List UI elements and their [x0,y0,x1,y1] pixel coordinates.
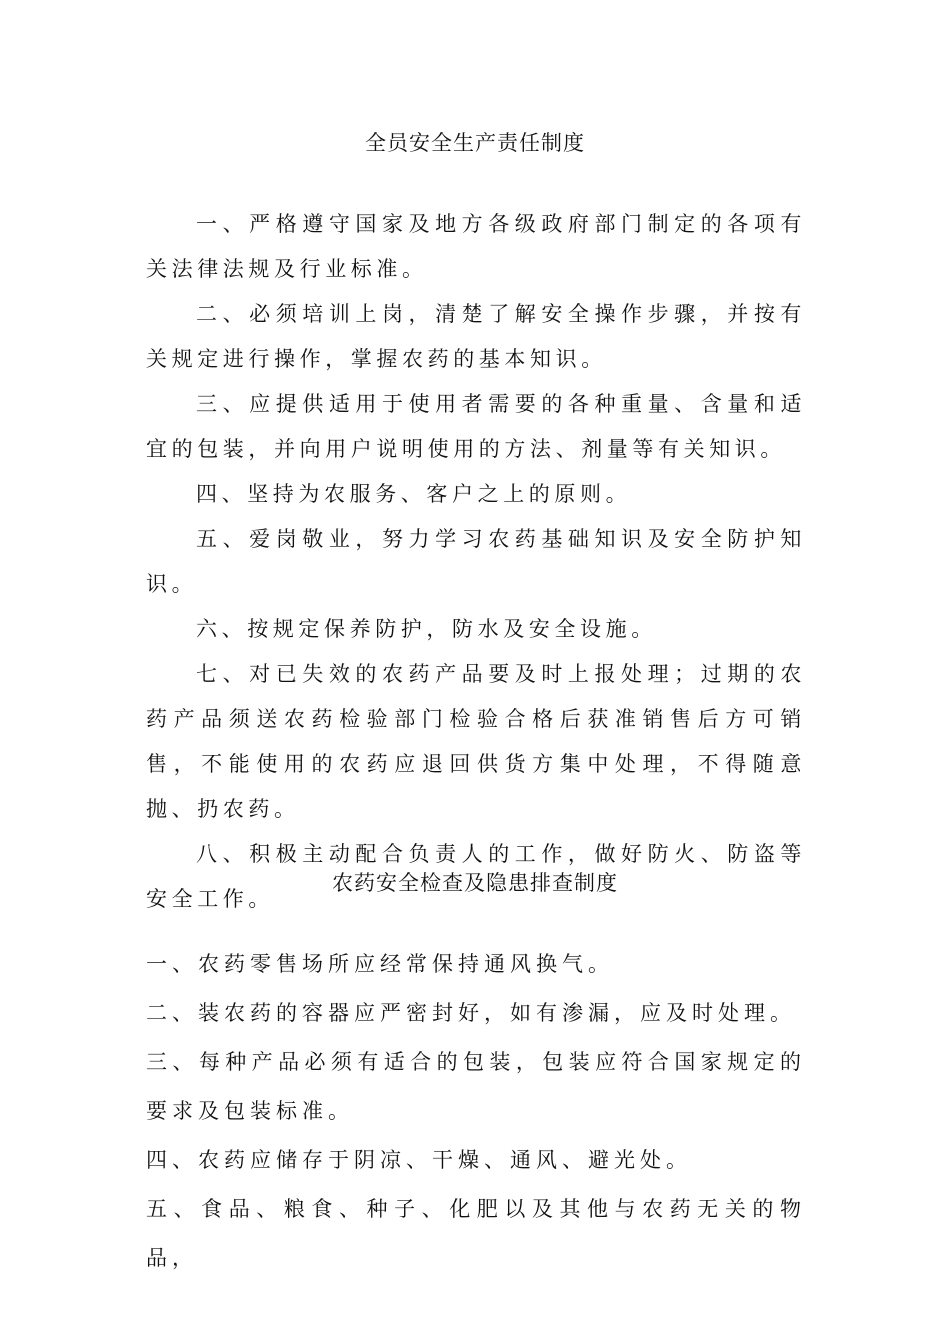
responsibility-section [146,202,806,922]
page-title-inspection: 农药安全检查及隐患排查制度 [332,871,618,895]
inspection-item-3: 三、每种产品必须有适合的包装，包装应符合国家规定的要求及包装标准。 [146,1050,806,1123]
inspection-section [146,940,806,1283]
paragraph-3: 三、应提供适用于使用者需要的各种重量、含量和适宜的包装，并向用户说明使用的方法、剂量等有关知识。 [146,392,806,461]
page-title-responsibility: 全员安全生产责任制度 [365,131,585,155]
paragraph-8: 八、积极主动配合负责人的工作，做好防火、防盗等安全工作。 [146,842,806,911]
paragraph-6: 六、按规定保养防护，防水及安全设施。 [196,617,657,641]
inspection-item-1: 一、农药零售场所应经常保持通风换气。 [146,952,614,976]
inspection-item-4: 四、农药应储存于阴凉、干燥、通风、避光处。 [146,1148,692,1172]
inspection-item-2: 二、装农药的容器应严密封好，如有渗漏，应及时处理。 [146,1001,796,1025]
paragraph-5: 五、爱岗敬业，努力学习农药基础知识及安全防护知识。 [146,527,806,596]
paragraph-7: 七、对已失效的农药产品要及时上报处理；过期的农药产品须送农药检验部门检验合格后获准销售后方可销售，不能使用的农药应退回供货方集中处理，不得随意抛、扔农药。 [146,662,806,821]
paragraph-1: 一、严格遵守国家及地方各级政府部门制定的各项有关法律法规及行业标准。 [146,212,806,281]
inspection-item-5: 五、食品、粮食、种子、化肥以及其他与农药无关的物品， [146,1197,806,1270]
paragraph-2: 二、必须培训上岗，清楚了解安全操作步骤，并按有关规定进行操作，掌握农药的基本知识。 [146,302,806,371]
paragraph-4: 四、坚持为农服务、客户之上的原则。 [196,482,632,506]
